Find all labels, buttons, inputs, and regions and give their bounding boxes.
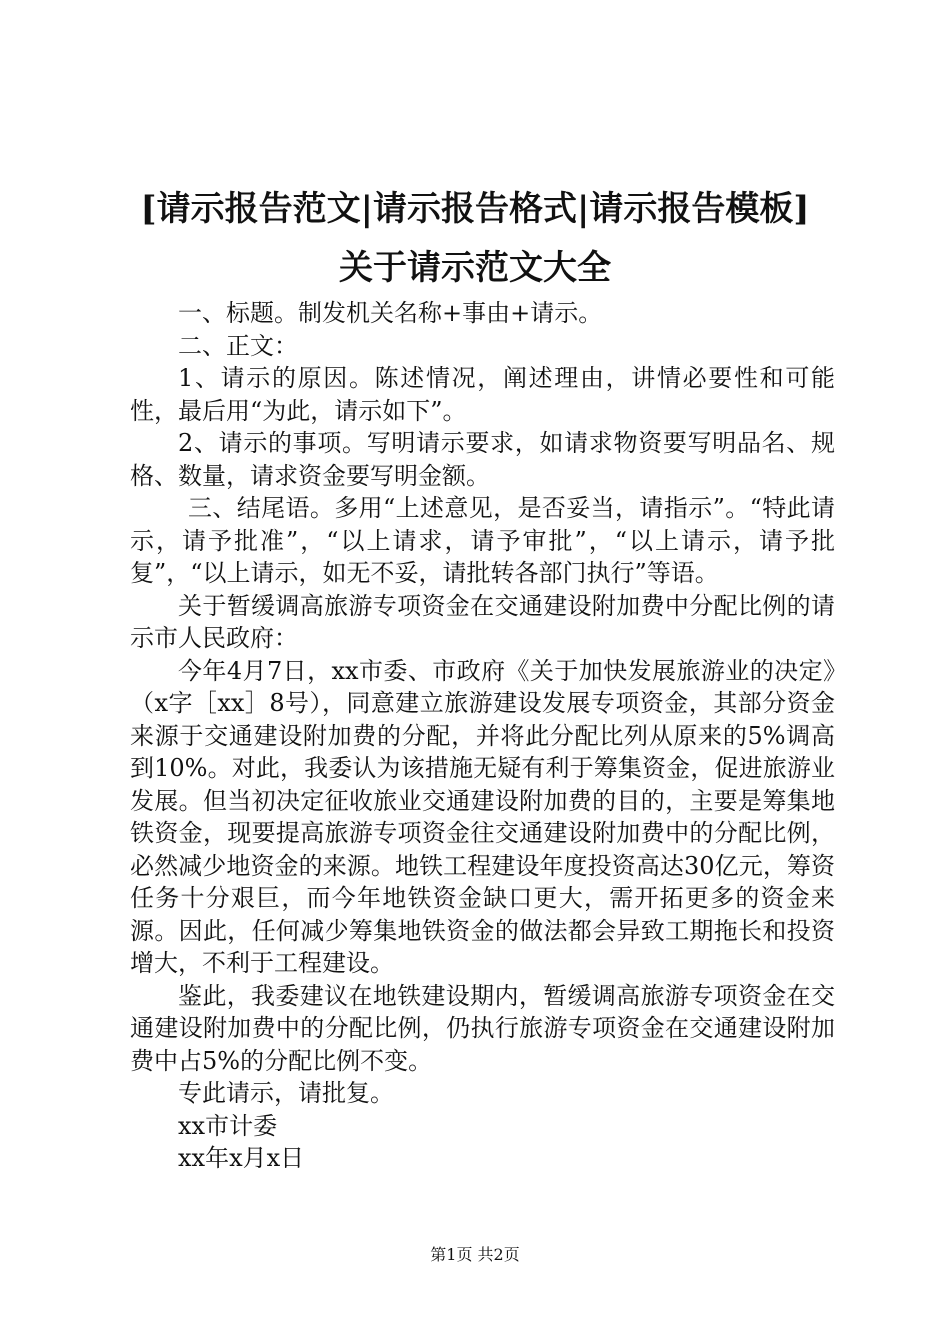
document-title-line-2: 关于请示范文大全: [339, 248, 611, 288]
paragraph-reason: 1、请示的原因。陈述情况，阐述理由，讲情必要性和可能性，最后用“为此，请示如下”。: [130, 364, 835, 425]
page-footer: 第1页 共2页: [430, 1245, 520, 1264]
paragraph-title-rule: 一、标题。制发机关名称+事由+请示。: [178, 299, 603, 327]
paragraph-example-body: 今年4月7日，xx市委、市政府《关于加快发展旅游业的决定》（x字［xx］8号），同意建立旅游建设发展专项资金，其部分资金来源于交通建设附加费的分配，并将此分配比列从原来的5%调高到10%。对此，我委认为该措施无疑有利于筹集资金，促进旅游业发展。但当初决定征收旅业交通建设附加费的目的，主要是筹集地铁资金，现要提高旅游专项资金往交通建设附加费中的分配比例，必然减少地资金的来源。地铁工程建设年度投资高达30亿元，筹资任务十分艰巨，而今年地铁资金缺口更大，需开拓更多的资金来源。因此，任何减少筹集地铁资金的做法都会异致工期拖长和投资增大，不利于工程建设。: [130, 656, 835, 977]
document-title-line-1: [请示报告范文|请示报告格式|请示报告模板]: [140, 189, 810, 229]
document-body: [130, 297, 835, 1175]
paragraph-example-heading: 关于暂缓调高旅游专项资金在交通建设附加费中分配比例的请示市人民政府：: [130, 591, 835, 652]
paragraph-example-proposal: 鉴此，我委建议在地铁建设期内，暂缓调高旅游专项资金在交通建设附加费中的分配比例，仍执行旅游专项资金在交通建设附加费中占5%的分配比例不变。: [130, 981, 835, 1075]
paragraph-closing: 三、结尾语。多用“上述意见，是否妥当，请指示”。“特此请示，请予批准”，“以上请求，请予审批”，“以上请示，请予批复”，“以上请示，如无不妥，请批转各部门执行”等语。: [130, 494, 835, 587]
paragraph-body-heading: 二、正文：: [178, 331, 298, 360]
signature-date: xx年x月x日: [178, 1144, 305, 1172]
signature-organization: xx市计委: [178, 1111, 278, 1140]
paragraph-matters: 2、请示的事项。写明请示要求，如请求物资要写明品名、规格、数量，请求资金要写明金额。: [130, 429, 835, 490]
paragraph-request-line: 专此请示，请批复。: [178, 1079, 394, 1107]
